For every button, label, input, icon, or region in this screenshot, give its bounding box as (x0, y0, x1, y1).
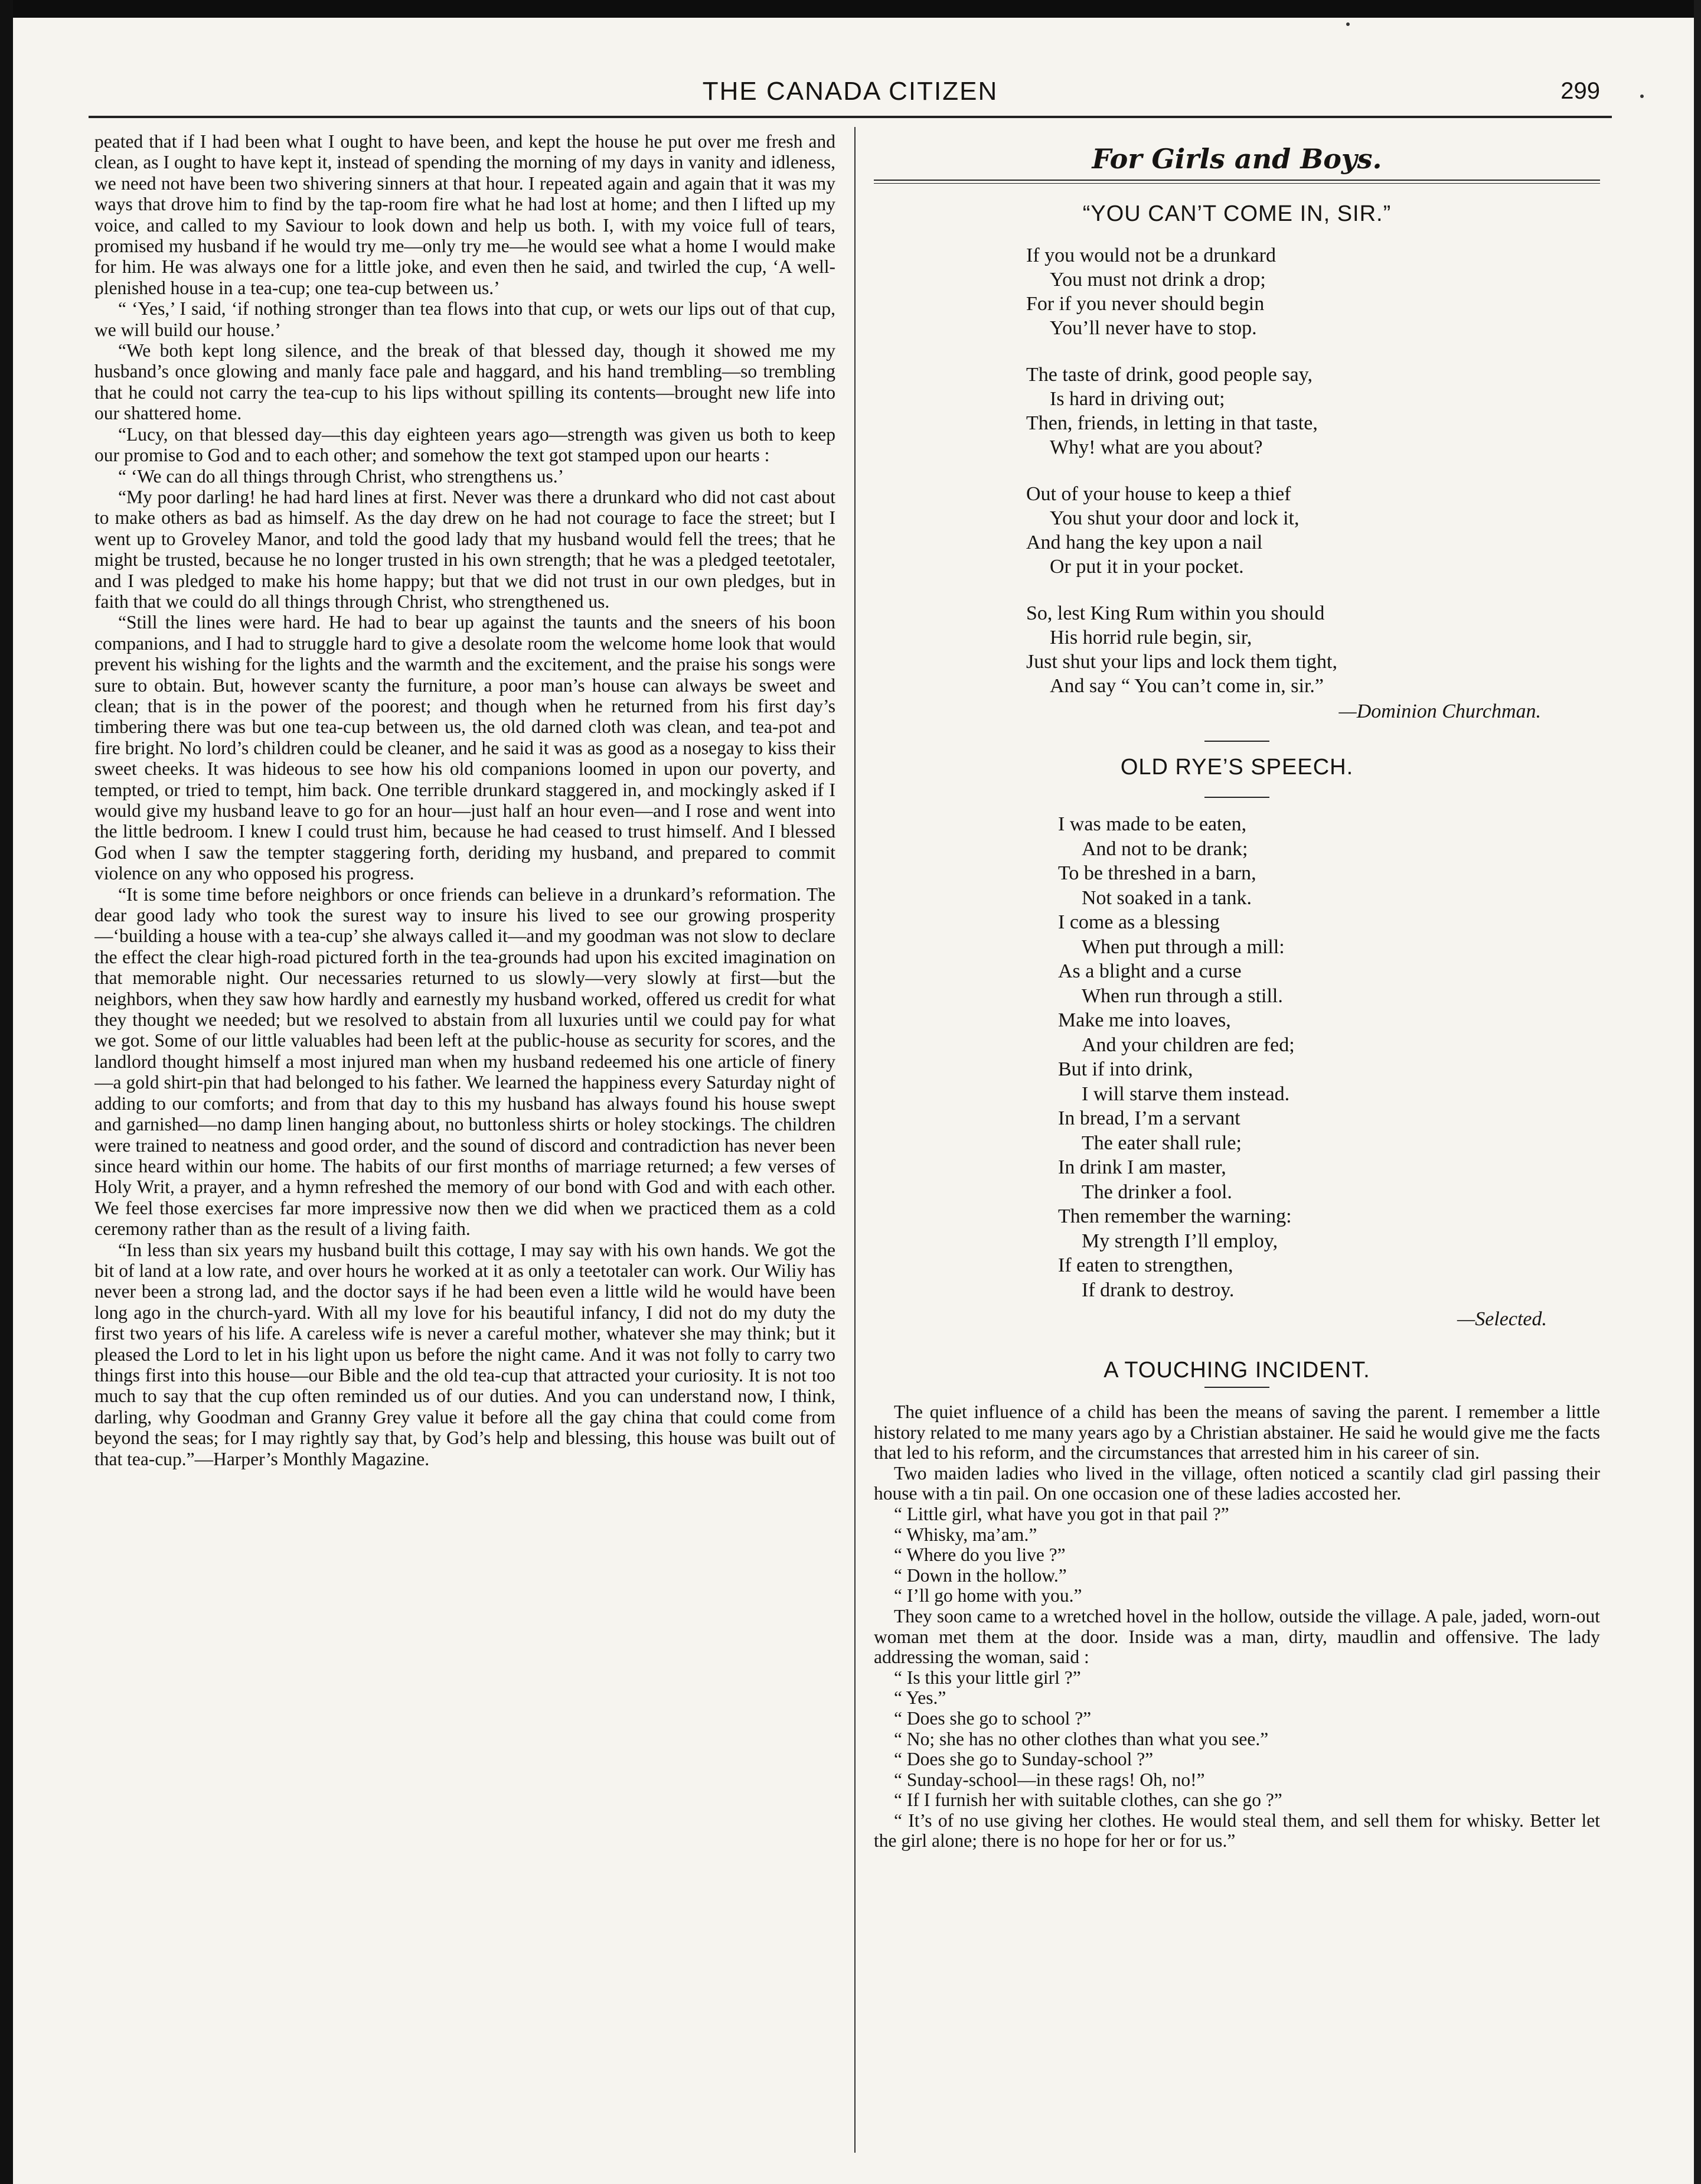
divider-rule (1204, 1387, 1269, 1388)
scan-border-top (0, 0, 1701, 18)
poem-old-rye (1058, 812, 1600, 1302)
poem-stanza (1026, 363, 1600, 459)
poem-line: Then, friends, in letting in that taste, (1026, 412, 1318, 434)
scan-speck (1346, 22, 1350, 26)
story-paragraph: Two maiden ladies who lived in the village, often noticed a scantily clad girl passing their house with a tin pail. On one occasion one of these ladies accosted her. (874, 1462, 1600, 1504)
poem-line: My strength I’ll employ, (1082, 1230, 1278, 1252)
story-paragraph: They soon came to a wretched hovel in the hollow, outside the village. A pale, jaded, worn-out woman met them at the door. Inside was a man, dirty, maudlin and offensive. The lady addressing the woman, said : (874, 1605, 1600, 1668)
newspaper-title: THE CANADA CITIZEN (702, 77, 998, 106)
poem-line: And say “ You can’t come in, sir.” (1050, 675, 1324, 697)
poem-line: The eater shall rule; (1082, 1132, 1242, 1154)
story-touching-incident (874, 1402, 1600, 1851)
poem-line: In bread, I’m a servant (1058, 1107, 1240, 1129)
poem-line: So, lest King Rum within you should (1026, 602, 1325, 624)
article-paragraph: “Lucy, on that blessed day—this day eighteen years ago—strength was given us both to keep our promise to God and to each other; and somehow the text got stamped upon our hearts : (94, 423, 835, 466)
poem-line: And hang the key upon a nail (1026, 532, 1263, 553)
scan-border-left (0, 0, 13, 2184)
poem-line: When run through a still. (1082, 985, 1283, 1007)
article-paragraph: “In less than six years my husband built this cottage, I may say with his own hands. We got the bit of land at a low rate, and over hours he worked at it as only a teetotaler can work. Our Wiliy has never been a strong lad, and the doctor says if he had been even a little wild he would have been long ago in the church-yard. With all my love for his beautiful infancy, I did not do my duty the first two years of his life. A careless wife is never a careful mother, whatever she may think; but it pleased the Lord to let in his light upon us before the night came. And it was not folly to carry two things first into this house—our Bible and the old tea-cup that attracted your curiosity. It is not too much to say that the cup often reminded us of our duties. And you can understand now, I think, darling, why Goodman and Granny Grey value it before all the gay china that could come from beyond the seas; for I may rightly say that, by God’s help and blessing, this house was built out of that tea-cup.”—Harper’s Monthly Magazine. (94, 1239, 835, 1469)
poem-line: When put through a mill: (1082, 935, 1285, 958)
story-paragraph: “ Whisky, ma’am.” (894, 1524, 1037, 1545)
poem-line: I was made to be eaten, (1058, 813, 1247, 835)
poem-line: Why! what are you about? (1050, 436, 1263, 458)
story-paragraph: “ It’s of no use giving her clothes. He would steal them, and sell them for whisky. Better let the girl alone; there is no hope for her or for us.” (874, 1810, 1600, 1851)
divider-rule (1204, 741, 1269, 742)
article-paragraph: “ ‘We can do all things through Christ, who strengthens us.’ (118, 465, 564, 487)
poem-line: You shut your door and lock it, (1050, 507, 1300, 529)
article-paragraph: “It is some time before neighbors or once friends can believe in a drunkard’s reformation. The dear good lady who took the surest way to insure his lived to see our growing prosperity—‘building a house with a tea-cup’ she always called it—and my goodman was not slow to declare the effect the clear high-road pictured forth in the tea-grounds had upon his excited imagination on that memorable night. Our necessaries returned to us slowly—very slowly at first—but the neighbors, when they saw how hardly and earnestly my husband worked, offered us credit for what they thought we needed; but we resolved to abstain from all luxuries until we could pay for what we got. Some of our little valuables had been left at the public-house as security for scores, and the landlord thought himself a most injured man when my husband redeemed his one article of finery—a gold shirt-pin that had belonged to his father. We learned the happiness every Saturday night of adding to our comforts; and from that day to this my husband has always found his house swept and garnished—no damp linen hanging about, no buttonless shirts or holey stockings. The children were trained to neatness and good order, and the sound of discord and contradiction has never been since heard within our home. The habits of our first months of marriage returned; a few verses of Holy Writ, a prayer, and a hymn refreshed the memory of our bond with God and with each other. We feel those exercises far more impressive now then we did when we practiced them as a cold ceremony rather than as the result of a living faith. (94, 884, 835, 1240)
section-heading: For Girls and Boys. (1092, 143, 1382, 175)
left-column-article (94, 131, 835, 2163)
poem-stanza (1026, 601, 1600, 698)
poem-title: “YOU CAN’T COME IN, SIR.” (1082, 201, 1392, 226)
poem-attribution: —Selected. (1457, 1308, 1547, 1330)
poem-stanza (1026, 243, 1600, 340)
poem-line: Not soaked in a tank. (1082, 886, 1252, 909)
story-paragraph: “ Yes.” (894, 1687, 946, 1709)
poem-attribution: —Dominion Churchman. (1338, 700, 1541, 722)
poem-line: To be threshed in a barn, (1058, 862, 1256, 884)
poem-line: I come as a blessing (1058, 911, 1220, 933)
poem-line: I will starve them instead. (1082, 1083, 1290, 1105)
page-header (89, 77, 1612, 112)
story-paragraph: “ Does she go to school ?” (894, 1707, 1092, 1729)
divider-rule (1204, 797, 1269, 798)
page-number: 299 (1560, 78, 1600, 104)
poem-line: And not to be drank; (1082, 837, 1248, 860)
story-paragraph: “ Sunday-school—in these rags! Oh, no!” (894, 1769, 1205, 1790)
poem-line: Just shut your lips and lock them tight, (1026, 651, 1337, 673)
article-paragraph: peated that if I had been what I ought to have been, and kept the house he put over me fresh and clean, as I ought to have kept it, instead of spending the morning of my days in vanity and idleness, we need not have been two shivering sinners at that hour. I repeated again and again that it was my ways that drove him to find by the tap-room fire what he had lost at home; and then I lifted up my voice, and called to my Saviour to look down and help us both. I, with my voice full of tears, promised my husband if he would try me—only try me—he would see what a home I would make for him. He was always one for a little joke, and even then he said, and twirled the cup, ‘A well-plenished house in a tea-cup; one tea-cup between us.’ (94, 131, 835, 298)
scan-border-right (1694, 0, 1701, 2184)
poem-line: Make me into loaves, (1058, 1009, 1231, 1031)
poem-line: For if you never should begin (1026, 293, 1265, 315)
article-paragraph: “We both kept long silence, and the break of that blessed day, though it showed me my husband’s once glowing and manly face pale and haggard, and his hand trembling—so trembling that he could not carry the tea-cup to his lips without spilling its contents—brought new life into our shattered home. (94, 340, 835, 424)
poem-title: OLD RYE’S SPEECH. (1120, 755, 1354, 780)
poem-line: If eaten to strengthen, (1058, 1254, 1233, 1276)
section-rule (874, 180, 1600, 184)
poem-line: His horrid rule begin, sir, (1050, 627, 1252, 648)
column-divider (854, 127, 856, 2153)
story-title: A TOUCHING INCIDENT. (1103, 1358, 1370, 1383)
right-column (874, 131, 1600, 2163)
poem-line: The taste of drink, good people say, (1026, 364, 1313, 386)
poem-line: Out of your house to keep a thief (1026, 483, 1291, 505)
poem-line: If drank to destroy. (1082, 1279, 1235, 1301)
story-paragraph: “ Where do you live ?” (894, 1544, 1066, 1566)
poem-line: Or put it in your pocket. (1050, 556, 1244, 578)
poem-line: You’ll never have to stop. (1050, 317, 1257, 339)
story-paragraph: “ No; she has no other clothes than what you see.” (894, 1728, 1269, 1749)
poem-line: As a blight and a curse (1058, 960, 1242, 982)
header-rule (89, 116, 1612, 118)
poem-line: You must not drink a drop; (1050, 269, 1266, 291)
story-paragraph: “ Down in the hollow.” (894, 1564, 1067, 1586)
poem-stanza (1026, 482, 1600, 579)
poem-line: Is hard in driving out; (1050, 388, 1225, 410)
story-paragraph: The quiet influence of a child has been the means of saving the parent. I remember a little history related to me many years ago by a Christian abstainer. He said he would give me the facts that led to his reform, and the circumstances that arrested him in his career of sin. (874, 1401, 1600, 1463)
story-paragraph: “ Little girl, what have you got in that pail ?” (894, 1503, 1229, 1524)
poem-line: Then remember the warning: (1058, 1205, 1292, 1227)
story-paragraph: “ Does she go to Sunday-school ?” (894, 1749, 1154, 1770)
article-paragraph: “ ‘Yes,’ I said, ‘if nothing stronger than tea flows into that cup, or wets our lips out of that cup, we will build our house.’ (94, 298, 835, 340)
story-paragraph: “ If I furnish her with suitable clothes, can she go ?” (894, 1789, 1282, 1811)
poem-line: The drinker a fool. (1082, 1181, 1232, 1203)
article-paragraph: “My poor darling! he had hard lines at first. Never was there a drunkard who did not cast about to make others as bad as himself. As the day drew on he had not courage to face the street; but I went up to Groveley Manor, and told the good lady that my husband would fell the trees; that he might be trusted, because he no longer trusted in his own strength; that he was a pledged teetotaler, and I was pledged to make his home happy; but that we did not trust in our own pledges, but in faith that we could do all things through Christ, who strengthened us. (94, 486, 835, 612)
article-paragraph: “Still the lines were hard. He had to bear up against the taunts and the sneers of his boon companions, and I had to struggle hard to give a desolate room the welcome home look that would prevent his wishing for the lights and the warmth and the excitement, and the praise his songs were sure to obtain. But, however scanty the furniture, a poor man’s house can always be sweet and clean; that is in the power of the poorest; and though when he returned from his first day’s timbering there was but one tea-cup between us, the old darned cloth was clean, and tea-pot and fire bright. No lord’s children could be cleaner, and he said it was as good as a nosegay to kiss their sweet cheeks. It was hideous to see how his old companions loomed in upon our poverty, and tempted, or tried to tempt, him back. One terrible drunkard staggered in, and mockingly asked if I would give my husband leave to go for an hour—just half an hour even—and I rose and went into the little bedroom. I knew I could trust him, because he had ceased to trust himself. And I blessed God when I saw the tempter staggering forth, deriding my husband, and prepared to commit violence on any who opposed his progress. (94, 612, 835, 884)
poem-line: And your children are fed; (1082, 1034, 1295, 1056)
scan-speck (1640, 94, 1644, 98)
poem-line: If you would not be a drunkard (1026, 245, 1276, 266)
story-paragraph: “ Is this your little girl ?” (894, 1667, 1081, 1688)
poem-line: In drink I am master, (1058, 1156, 1226, 1178)
poem-you-cant-come-in (1026, 243, 1600, 698)
poem-line: But if into drink, (1058, 1058, 1193, 1080)
story-paragraph: “ I’ll go home with you.” (894, 1585, 1082, 1606)
